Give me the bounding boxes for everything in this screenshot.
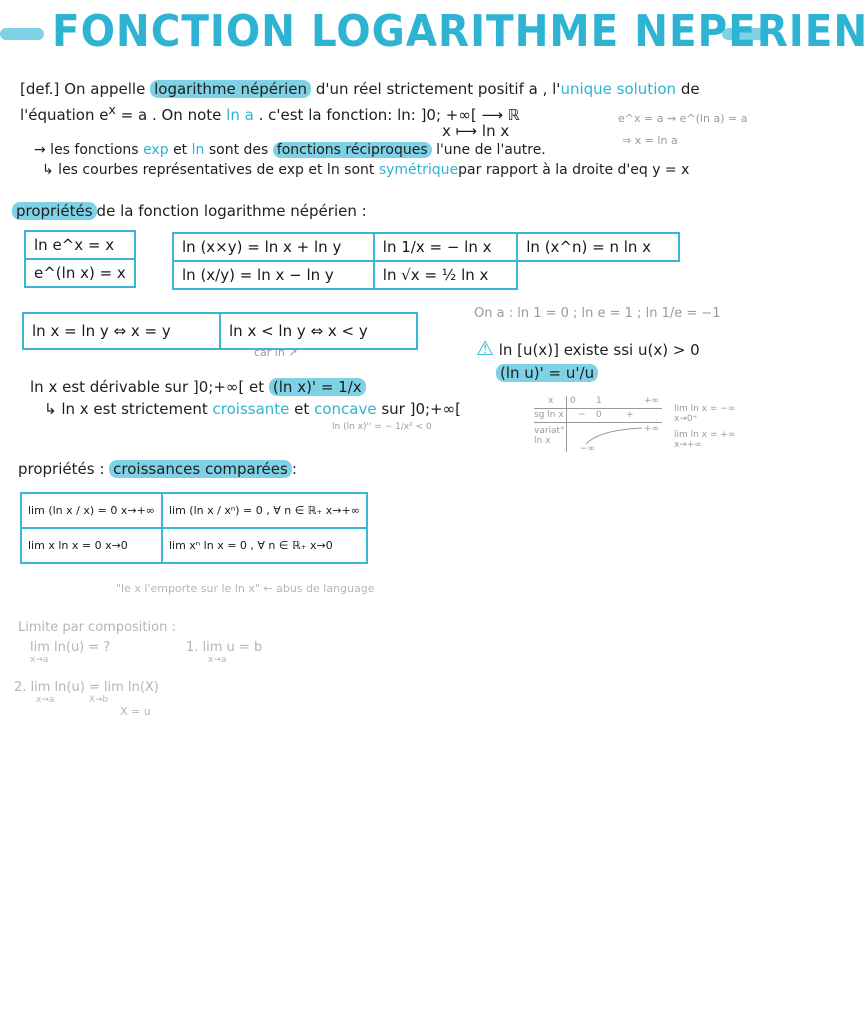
lim-ln-inf — [674, 430, 735, 450]
def-highlight: logarithme népérien — [150, 80, 311, 98]
abus-note: "le x l'emporte sur le ln x" ← abus de language — [116, 582, 375, 595]
vt-x-label: x — [548, 396, 554, 406]
lim-ln-zero — [674, 404, 735, 424]
box2-cell: ln (x/y) = ln x − ln y — [173, 261, 374, 289]
warning-line — [476, 336, 700, 360]
composition-step1 — [186, 640, 262, 665]
strict-text: sur ]0;+∞[ — [381, 400, 461, 418]
warning-text: ln [u(x)] existe ssi u(x) > 0 — [498, 341, 700, 359]
strict-croissante: croissante — [212, 400, 290, 418]
def-text: On appelle — [64, 80, 146, 98]
croissances-heading — [18, 460, 297, 478]
lim1: lim ln x = −∞ — [674, 404, 736, 414]
composition-step2 — [14, 680, 159, 718]
comp-step2-sub: x→a X→b — [36, 695, 109, 705]
bullet-text: sont des — [208, 142, 269, 158]
lim2-sub: x→+∞ — [674, 440, 702, 450]
vt-sign-neg: − — [578, 410, 586, 420]
bullet-1 — [34, 142, 546, 158]
def-unique: unique solution — [560, 80, 677, 98]
variation-table — [534, 396, 664, 458]
strict-text: et — [294, 400, 310, 418]
box-ln-properties — [172, 232, 680, 290]
vt-x0: 0 — [570, 396, 576, 406]
props-heading — [12, 202, 367, 220]
car-ln-note: car ln ↗ — [254, 346, 298, 359]
bullet-ln: ln — [191, 142, 205, 158]
comp-step1: 1. lim u = b — [186, 640, 263, 655]
definition-line-1 — [20, 80, 700, 98]
bullet-exp: exp — [143, 142, 169, 158]
vt-hline — [534, 408, 662, 409]
deriv-highlight: (ln x)' = 1/x — [269, 378, 366, 396]
def-tag: [def.] — [20, 80, 60, 98]
bullet-highlight: fonctions réciproques — [273, 142, 432, 158]
comp-q-sub: x→a — [30, 655, 49, 665]
box2-cell: ln (x^n) = n ln x — [517, 233, 679, 261]
def-text: de — [680, 80, 700, 98]
bullet-text: l'une de l'autre. — [436, 142, 546, 158]
vt-plus-inf: +∞ — [644, 424, 660, 434]
vt-sign-label: sg ln x — [534, 410, 564, 420]
side-note-1: e^x = a ⇝ e^(ln a) = a — [618, 112, 748, 125]
second-derivative: ln (ln x)'' = − 1/x² < 0 — [332, 422, 432, 432]
box1-cell: e^(ln x) = x — [25, 259, 135, 287]
def-text: = a . On note — [120, 106, 222, 124]
vt-vline — [566, 396, 567, 452]
cc-cell: lim xⁿ ln x = 0 , ∀ n ∈ ℝ₊ x→0 — [162, 528, 367, 563]
definition-line-3: x ⟼ ln x — [442, 122, 510, 140]
vt-hline — [534, 422, 662, 423]
bullet-text: par rapport à la droite d'eq y = x — [458, 162, 690, 178]
strict-concave: concave — [314, 400, 377, 418]
def-sup: x — [108, 102, 116, 117]
cc-heading-hl: croissances comparées — [109, 460, 292, 478]
bullet-text: ↳ les courbes représentatives de exp et ln sont — [42, 162, 375, 178]
side-note-2: ⇒ x = ln a — [622, 134, 678, 147]
vt-x2: +∞ — [644, 396, 660, 406]
warning-icon: ⚠ — [476, 336, 494, 360]
deriv-text: ln x est dérivable sur ]0;+∞[ et — [30, 378, 265, 396]
box1-cell: ln e^x = x — [25, 231, 135, 259]
definition-line-2 — [20, 102, 520, 124]
strict-text: ↳ ln x est strictement — [44, 400, 208, 418]
comp-q: lim ln(u) = ? — [30, 640, 111, 655]
lnu-prime — [496, 364, 598, 382]
lim1-sub: x→0⁺ — [674, 414, 698, 424]
vt-x1: 1 — [596, 396, 602, 406]
vt-curve — [584, 426, 644, 446]
bullet-sym: symétrique — [378, 162, 459, 178]
comp-step2-note: X = u — [120, 705, 151, 718]
box2-cell: ln √x = ½ ln x — [374, 261, 517, 289]
lim2: lim ln x = +∞ — [674, 430, 736, 440]
box2-cell-empty — [517, 261, 679, 289]
def-ln: ln a — [226, 106, 254, 124]
derivative-line — [30, 378, 366, 396]
cc-cell: lim (ln x / xⁿ) = 0 , ∀ n ∈ ℝ₊ x→+∞ — [162, 493, 367, 528]
def-text: . c'est la fonction: ln: ]0; +∞[ ⟶ ℝ — [258, 106, 520, 124]
vt-minus-inf: −∞ — [580, 444, 596, 454]
box2-cell: ln (x×y) = ln x + ln y — [173, 233, 374, 261]
def-text: l'équation e — [20, 106, 109, 124]
title-bar-left — [0, 28, 44, 40]
cc-cell: lim (ln x / x) = 0 x→+∞ — [21, 493, 162, 528]
bullet-text: → les fonctions — [34, 142, 139, 158]
box-ln-equivalences — [22, 312, 418, 350]
composition-heading: Limite par composition : — [18, 620, 176, 635]
composition-question — [30, 640, 110, 665]
comp-step2: 2. lim ln(u) = lim ln(X) — [14, 680, 159, 695]
def-text: d'un réel strictement positif a , l' — [315, 80, 561, 98]
cc-heading-a: propriétés : — [18, 460, 105, 478]
box-exp-ln — [24, 230, 136, 288]
cc-cell: lim x ln x = 0 x→0 — [21, 528, 162, 563]
on-a-values: On a : ln 1 = 0 ; ln e = 1 ; ln 1/e = −1 — [474, 306, 721, 321]
bullet-text: et — [173, 142, 188, 158]
vt-var-label: variat° ln x — [534, 426, 565, 446]
comp-step1-sub: x→a — [208, 655, 227, 665]
vt-sign-zero: 0 — [596, 410, 602, 420]
box3-cell: ln x < ln y ⇔ x < y — [220, 313, 417, 349]
strict-line — [44, 400, 461, 418]
cc-heading-b: : — [291, 460, 297, 478]
page-title: FONCTION LOGARITHME NEPERIEN — [52, 6, 868, 57]
vt-sign-pos: + — [626, 410, 634, 420]
box2-cell: ln 1/x = − ln x — [374, 233, 517, 261]
bullet-2 — [42, 162, 689, 178]
lnu-prime-hl: (ln u)' = u'/u — [496, 364, 598, 382]
box3-cell: ln x = ln y ⇔ x = y — [23, 313, 220, 349]
props-heading-rest: de la fonction logarithme népérien : — [96, 202, 367, 220]
croissances-table — [20, 492, 368, 564]
props-heading-hl: propriétés — [12, 202, 97, 220]
